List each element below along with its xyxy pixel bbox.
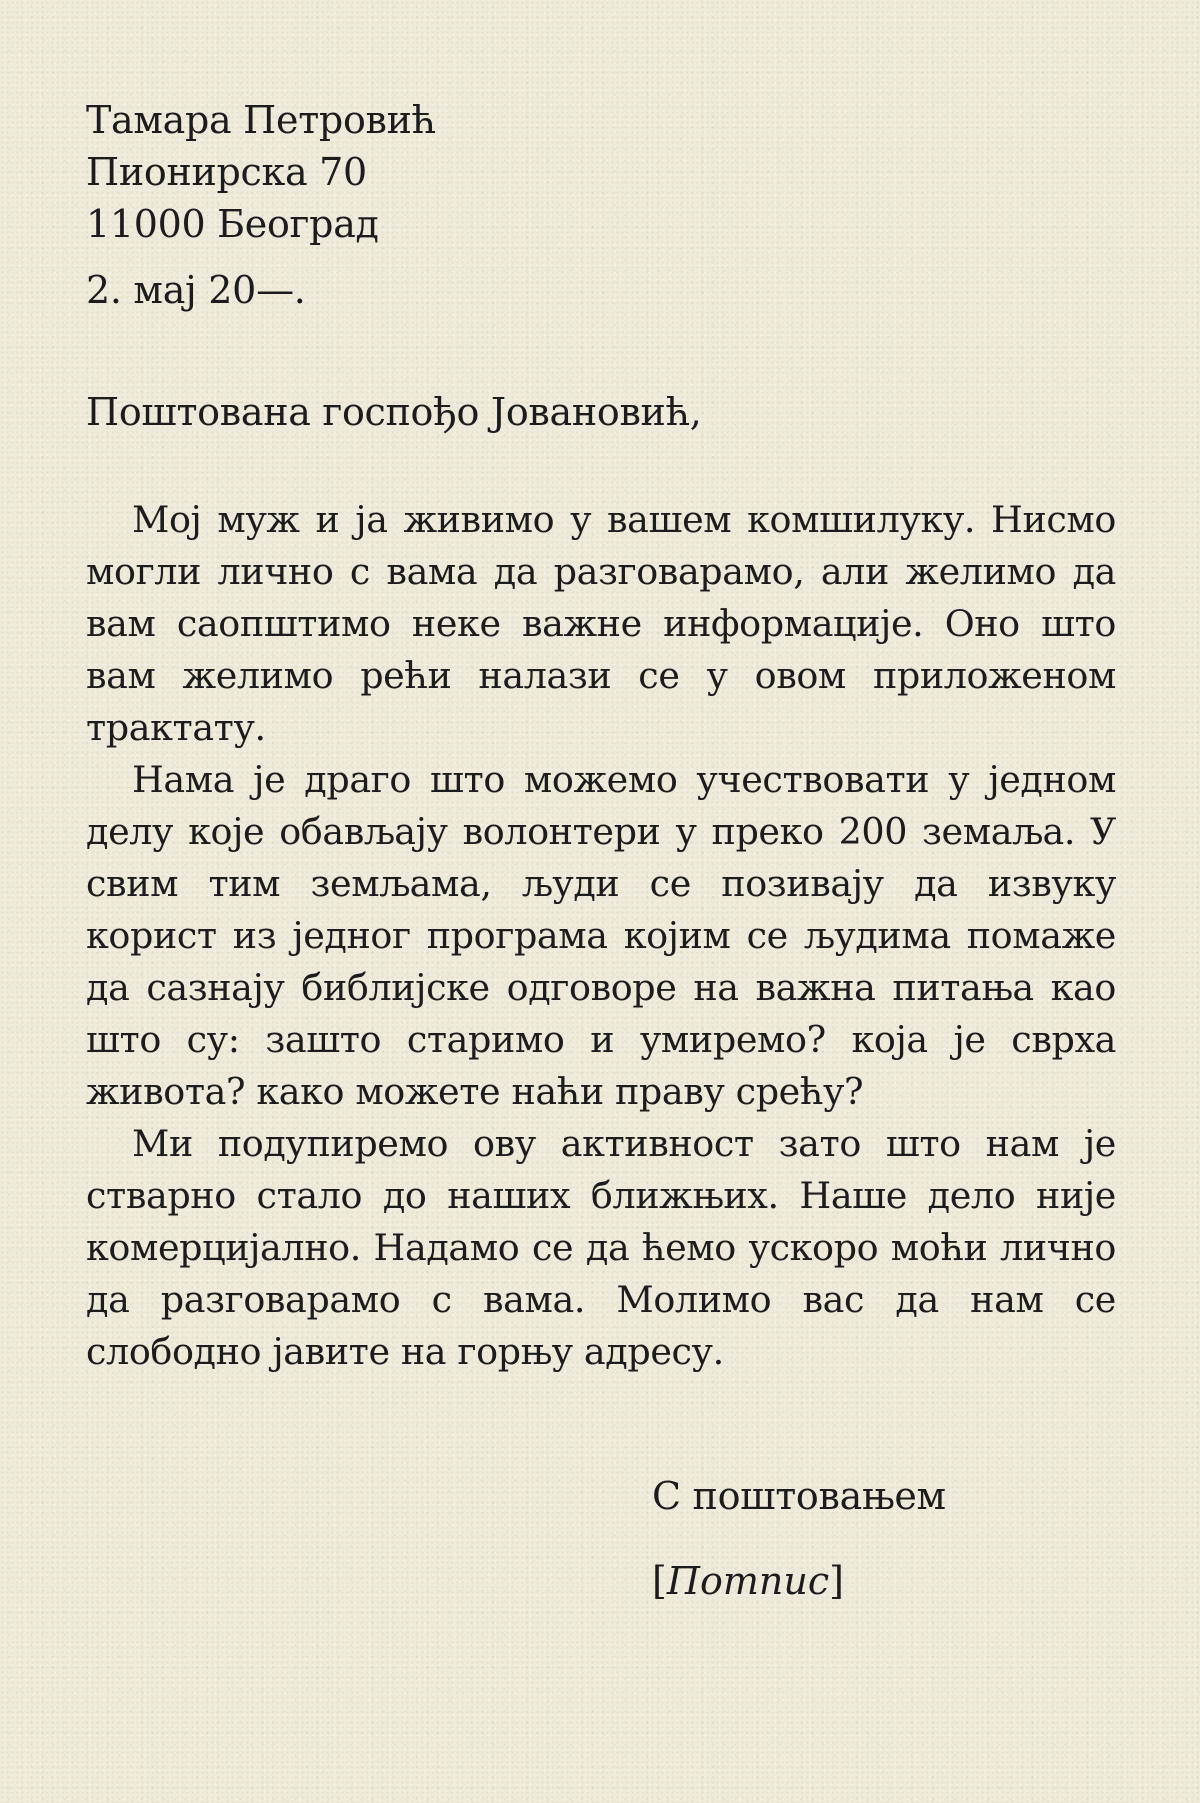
letter-body [86,494,1116,1378]
body-paragraph-2: Нама је драго што можемо учествовати у једном делу које обављају волонтери у преко 200 земаља. У свим тим земљама, људи се позивају да извуку корист из једног програма којим се људима помаже да сазнају библијске одговоре на важна питања као што су: зашто старимо и умиремо? која је сврха живота? како можете наћи праву срећу? [86,758,1116,1113]
signature-placeholder [652,1555,844,1607]
sender-street: Пионирска 70 [86,150,367,194]
closing-phrase: С поштовањем [652,1474,946,1518]
signature-open-bracket: [ [652,1559,667,1603]
body-paragraph-1: Мој муж и ја живимо у вашем комшилуку. Нисмо могли лично с вама да разговарамо, али желимо да вам саопштимо неке важне информације. Оно што вам желимо рећи налази се у овом приложеном трактату. [86,498,1116,749]
sender-name: Тамара Петровић [86,98,436,142]
signature-text: Потпис [666,1559,830,1603]
sender-city: 11000 Београд [86,202,379,246]
salutation: Поштована госпођо Јовановић, [86,390,702,434]
sender-address-block [86,94,436,250]
letter-date: 2. мај 20—. [86,268,306,312]
body-paragraph-3: Ми подупиремо ову активност зато што нам је стварно стало до наших ближњих. Наше дело није комерцијално. Надамо се да ћемо ускоро моћи лично да разговарамо с вама. Молимо вас да нам се слободно јавите на горњу адресу. [86,1122,1116,1373]
signature-close-bracket: ] [829,1559,844,1603]
